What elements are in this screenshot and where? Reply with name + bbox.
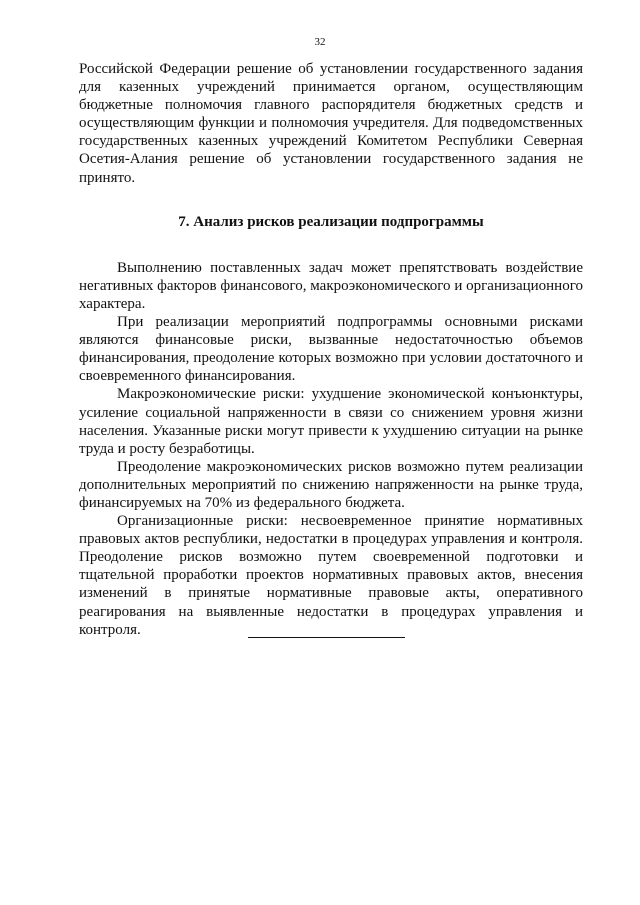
paragraph-macroeconomic-risks: Макроэкономические риски: ухудшение экономической конъюнктуры, усиление социальной напряженности в связи со снижением уровня жизни населения. Указанные риски могут привести к ухудшению ситуации на рынке труда и росту безработицы. [79,386,583,457]
paragraph-financial-risks: При реализации мероприятий подпрограммы основными рисками являются финансовые риски, вызванные недостаточностью объемов финансирования, преодоление которых возможно при условии достаточного и своевременного финансирования. [79,314,583,385]
section-heading: 7. Анализ рисков реализации подпрограммы [178,213,484,230]
intro-paragraph: Российской Федерации решение об установлении государственного задания для казенных учреждений принимается органом, осуществляющим бюджетные полномочия главного распорядителя бюджетных средств и осуществляющим функции и полномочия учредителя. Для подведомственных государственных казенных учреждений Комитетом Республики Северная Осетия-Алания решение об установлении государственного задания не принято. [79,61,583,186]
document-body [79,60,583,639]
page-number: 32 [314,36,326,48]
paragraph-macroeconomic-mitigation: Преодоление макроэкономических рисков возможно путем реализации дополнительных мероприятий по снижению напряженности на рынке труда, финансируемых на 70% из федерального бюджета. [79,458,583,511]
end-divider [248,637,405,638]
paragraph-organizational-risks: Организационные риски: несвоевременное принятие нормативных правовых актов республики, недостатки в процедурах управления и контроля. Преодоление рисков возможно путем своевременной подготовки и тщательной проработки проектов нормативных правовых актов, внесения изменений в принятые нормативные правовые акты, оперативного реагирования на выявленные недостатки в процедурах управления и контроля. [79,513,583,638]
paragraph-risk-factors: Выполнению поставленных задач может препятствовать воздействие негативных факторов финансового, макроэкономического и организационного характера. [79,259,583,312]
